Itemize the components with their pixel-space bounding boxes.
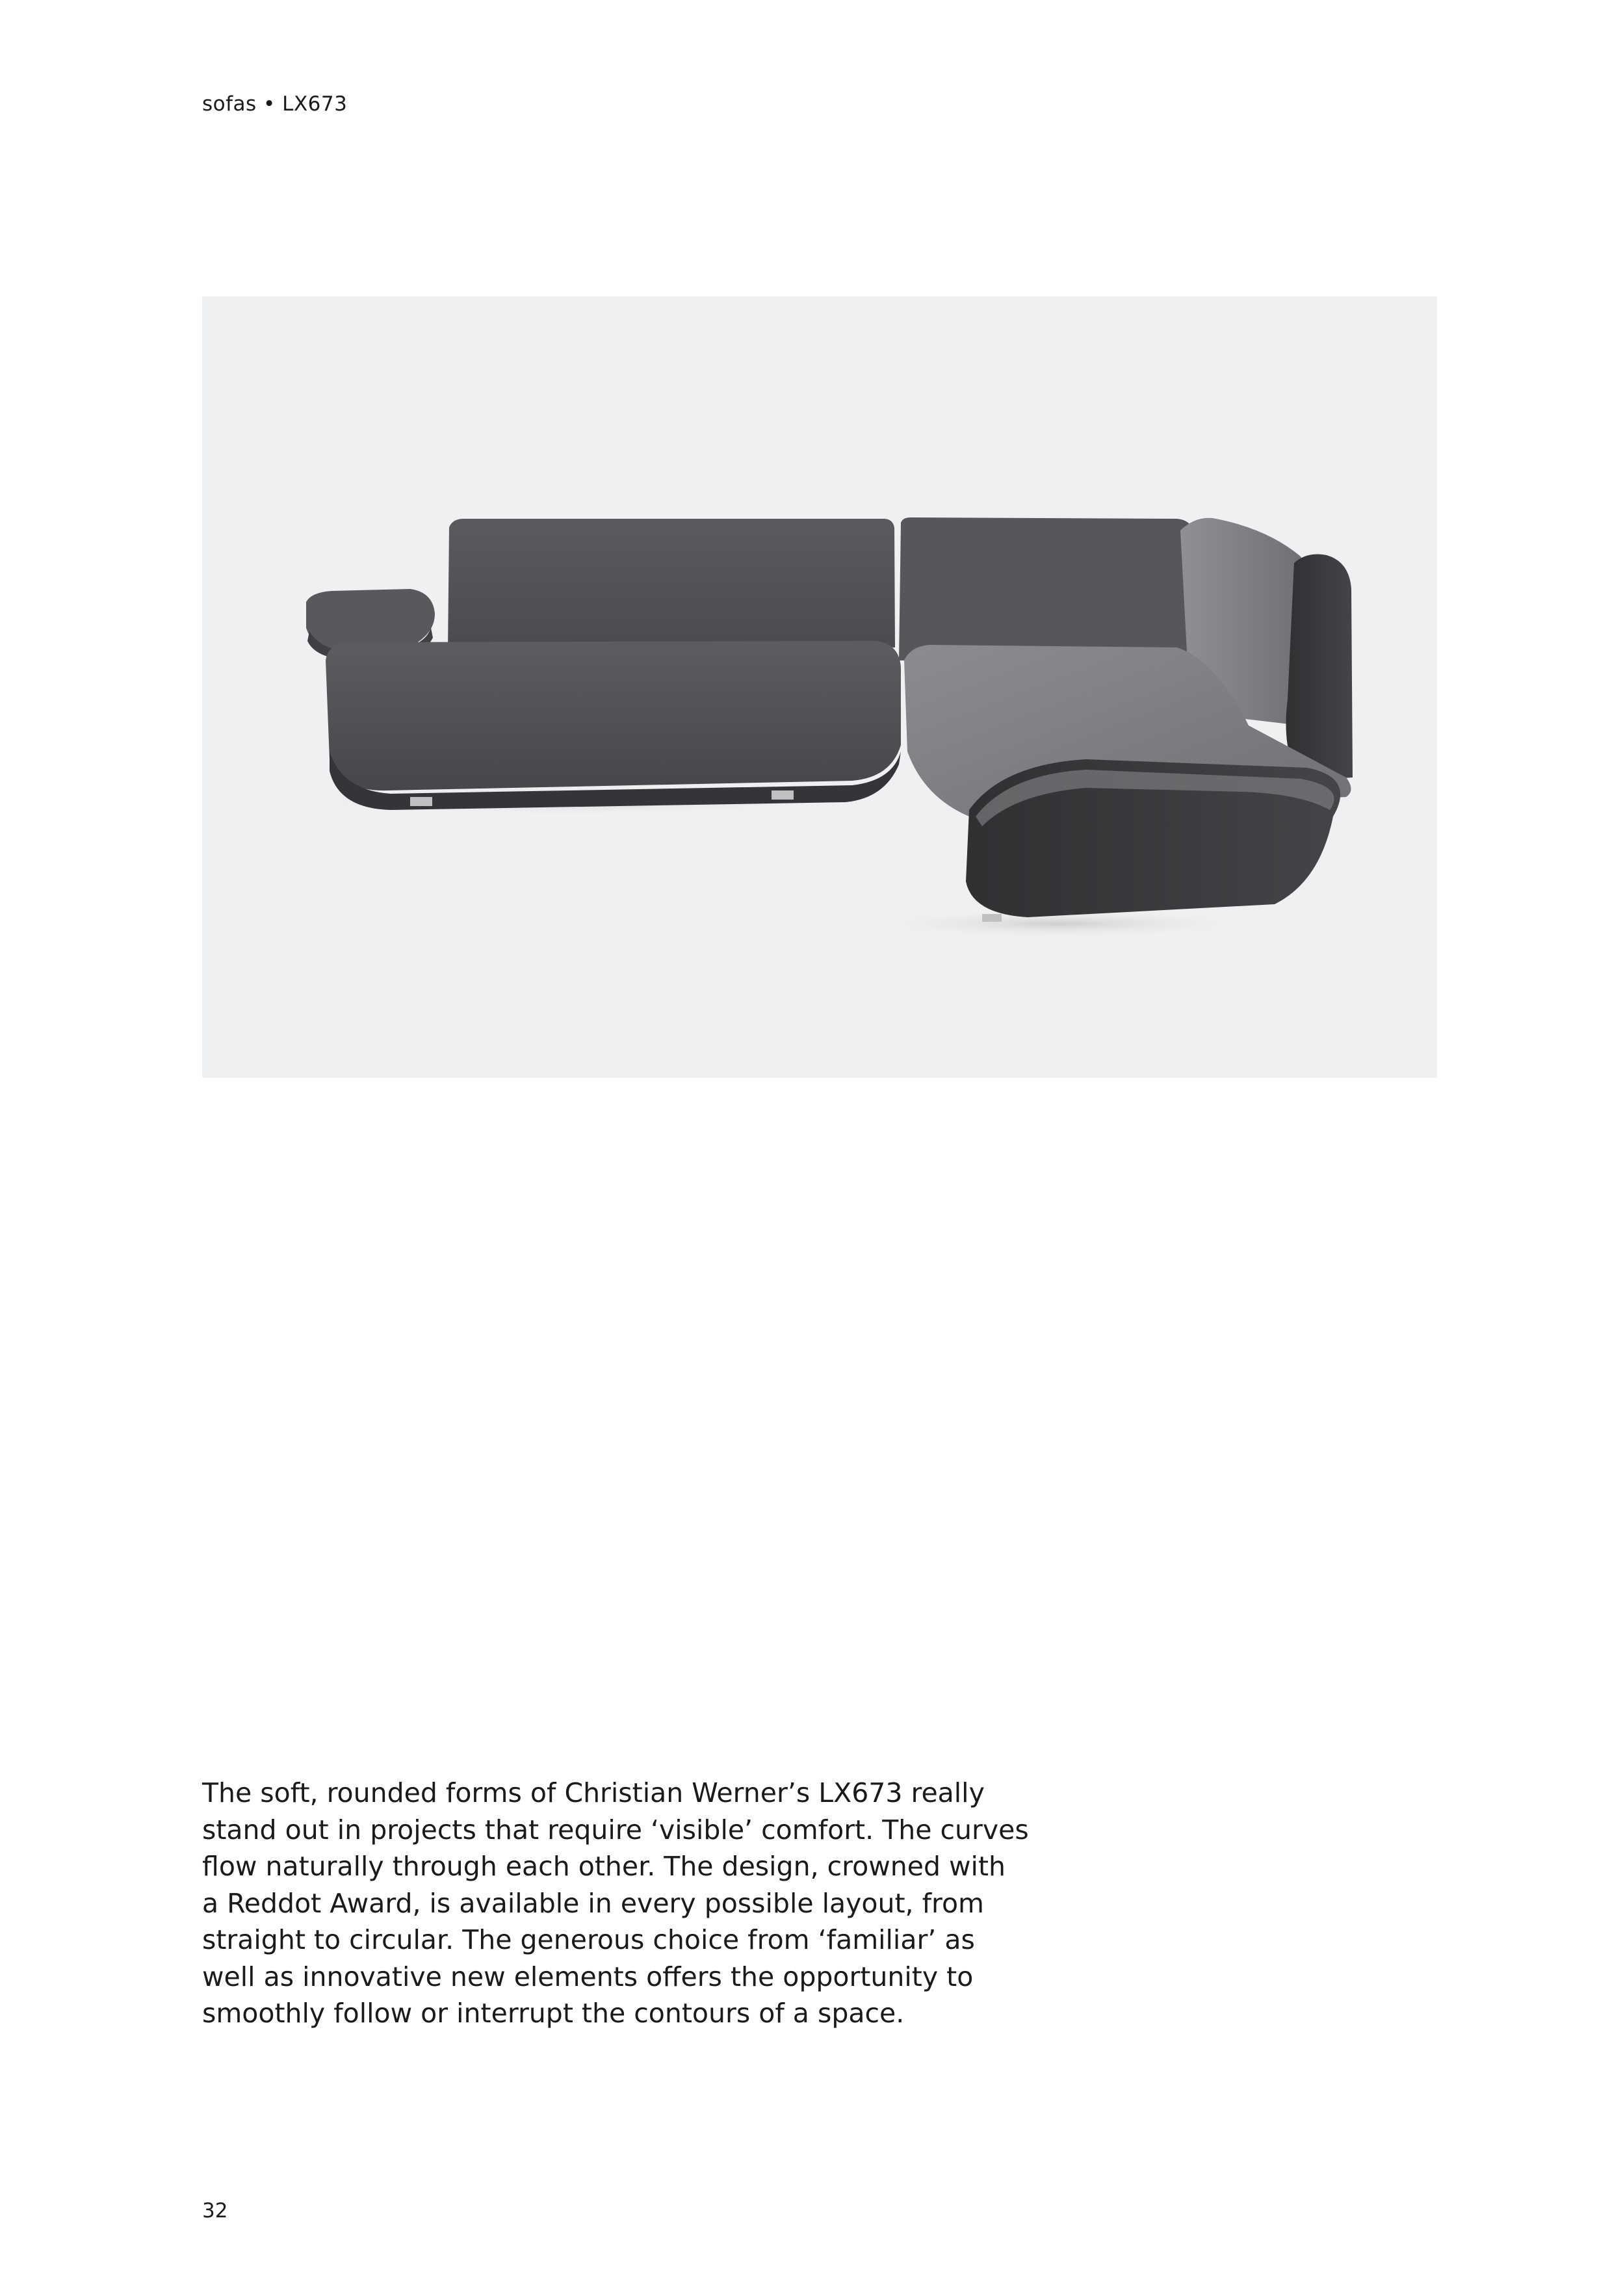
description-line: The soft, rounded forms of Christian Werner’s LX673 really [202,1777,985,1808]
middle-backrest [899,517,1197,660]
description-line: stand out in projects that require ‘visible’ comfort. The curves [202,1814,1029,1846]
foot-middle [772,790,794,800]
foot-left [410,797,432,806]
description-text [202,1775,1047,2032]
armrest-cushion [306,589,435,651]
description-line: a Reddot Award, is available in every possible layout, from [202,1887,984,1919]
left-seat [326,641,901,790]
left-backrest [448,519,895,651]
running-header: sofas • LX673 [202,92,348,116]
sofa-illustration [202,296,1437,1078]
description-line: smoothly follow or interrupt the contours of a space. [202,1998,905,2029]
corner-end [1286,554,1353,781]
description-line: straight to circular. The generous choice from ‘familiar’ as [202,1924,975,1955]
description-line: flow naturally through each other. The design, crowned with [202,1851,1006,1882]
product-photo [202,296,1437,1078]
page-number: 32 [202,2199,228,2223]
foot-right [982,914,1002,922]
description-line: well as innovative new elements offers the opportunity to [202,1961,974,1992]
